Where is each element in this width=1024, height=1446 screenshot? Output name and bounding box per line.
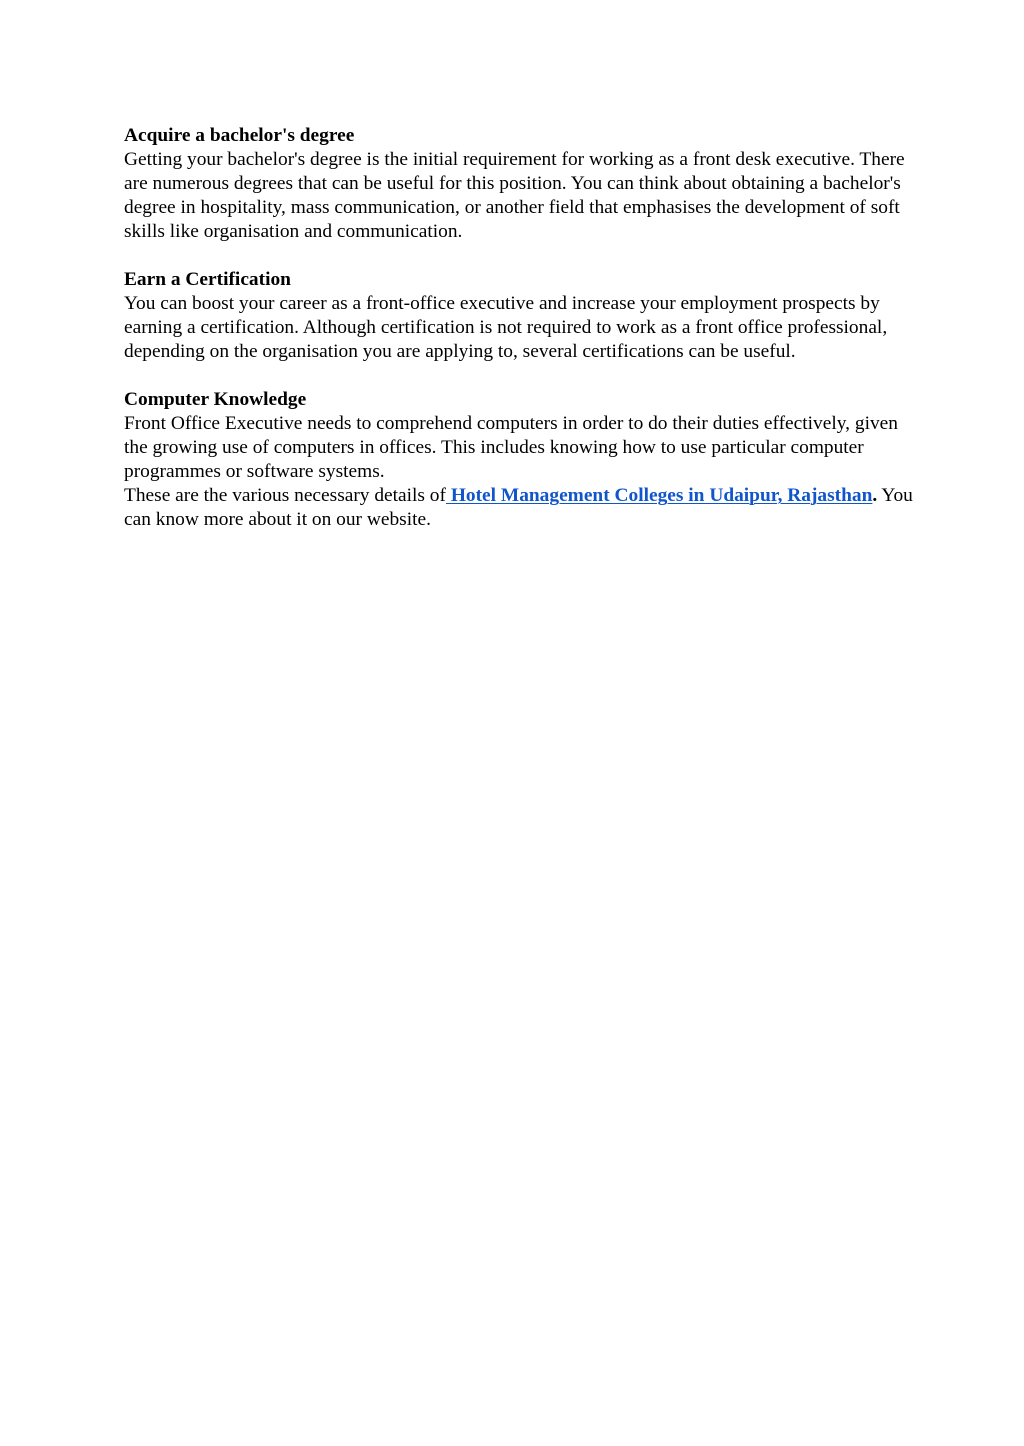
closing-suffix: You can know more about it on our website.	[124, 485, 913, 530]
closing-period: .	[872, 485, 878, 506]
document-page	[124, 124, 914, 532]
section-bachelors-degree	[124, 124, 914, 244]
closing-prefix: These are the various necessary details of	[124, 485, 446, 506]
section-body: Getting your bachelor's degree is the initial requirement for working as a front desk executive. There are numerous degrees that can be useful for this position. You can think about obtaining a bachelor's degree in hospitality, mass communication, or another field that emphasises the development of soft skills like organisation and communication.	[124, 149, 905, 242]
section-body: You can boost your career as a front-office executive and increase your employment prospects by earning a certification. Although certification is not required to work as a front office professional, depending on the organisation you are applying to, several certifications can be useful.	[124, 293, 888, 362]
section-heading: Acquire a bachelor's degree	[124, 125, 355, 146]
section-heading: Earn a Certification	[124, 269, 291, 290]
section-certification	[124, 268, 914, 364]
closing-paragraph	[124, 484, 914, 532]
section-computer-knowledge	[124, 388, 914, 532]
section-heading: Computer Knowledge	[124, 389, 307, 410]
section-body: Front Office Executive needs to comprehend computers in order to do their duties effectively, given the growing use of computers in offices. This includes knowing how to use particular computer programmes or software systems.	[124, 413, 898, 482]
hotel-management-colleges-link[interactable]: Hotel Management Colleges in Udaipur, Rajasthan	[445, 485, 873, 506]
